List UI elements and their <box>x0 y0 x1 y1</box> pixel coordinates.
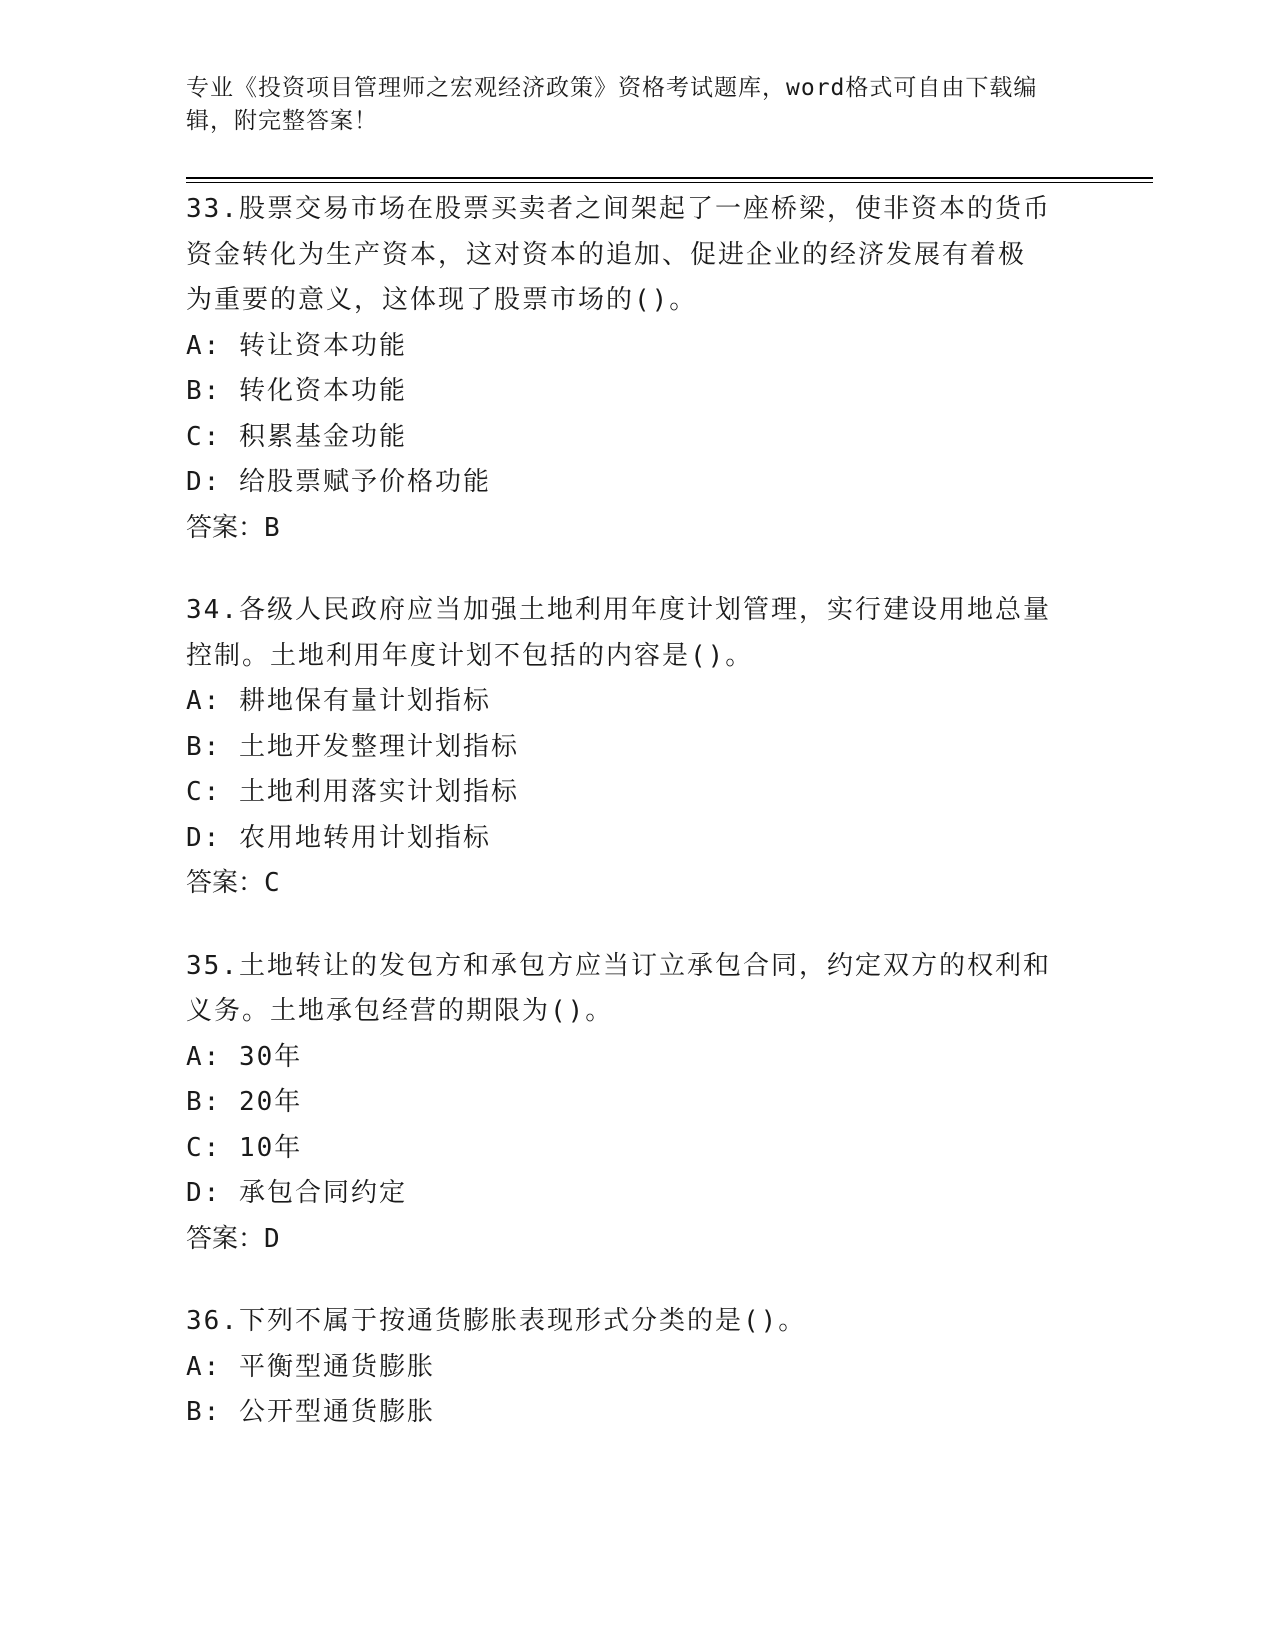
option-d: D: 承包合同约定 <box>186 1178 407 1208</box>
question-36 <box>186 1299 1086 1436</box>
option-a: A: 耕地保有量计划指标 <box>186 686 491 716</box>
question-stem-line: 资金转化为生产资本，这对资本的追加、促进企业的经济发展有着极 <box>186 239 1027 270</box>
option-b: B: 20年 <box>186 1087 303 1117</box>
answer-line <box>186 861 1086 907</box>
option-d: D: 农用地转用计划指标 <box>186 822 491 853</box>
question-list <box>186 187 1086 1473</box>
answer-value: C <box>264 868 280 898</box>
option-b: B: 土地开发整理计划指标 <box>186 731 519 762</box>
option-c: C: 10年 <box>186 1132 303 1163</box>
answer-label: 答案： <box>186 1223 265 1254</box>
question-stem-line: 控制。土地利用年度计划不包括的内容是()。 <box>186 640 754 671</box>
answer-value: B <box>264 512 280 543</box>
option-d: D: 给股票赋予价格功能 <box>186 467 491 497</box>
header-divider-thin <box>186 182 1153 183</box>
option-a: A: 平衡型通货膨胀 <box>186 1351 435 1382</box>
document-header <box>186 72 1066 138</box>
answer-line <box>186 506 1086 552</box>
header-line-2: 辑，附完整答案！ <box>186 108 378 134</box>
option-c: C: 积累基金功能 <box>186 421 407 452</box>
option-b: B: 转化资本功能 <box>186 376 407 406</box>
option-b: B: 公开型通货膨胀 <box>186 1397 435 1427</box>
answer-value: D <box>264 1223 280 1254</box>
question-stem-line: 33.股票交易市场在股票买卖者之间架起了一座桥梁，使非资本的货币 <box>186 194 1051 224</box>
answer-line <box>186 1217 1086 1263</box>
option-c: C: 土地利用落实计划指标 <box>186 777 519 807</box>
question-stem-line: 34.各级人民政府应当加强土地利用年度计划管理，实行建设用地总量 <box>186 595 1051 625</box>
header-divider-thick <box>186 177 1153 179</box>
option-a: A: 30年 <box>186 1041 303 1072</box>
answer-label: 答案： <box>186 868 265 898</box>
question-33 <box>186 187 1086 551</box>
question-34 <box>186 588 1086 907</box>
question-stem-line: 36.下列不属于按通货膨胀表现形式分类的是()。 <box>186 1306 807 1336</box>
question-stem-line: 35.土地转让的发包方和承包方应当订立承包合同，约定双方的权利和 <box>186 950 1051 981</box>
question-stem-line: 为重要的意义，这体现了股票市场的()。 <box>186 285 698 315</box>
question-stem-line: 义务。土地承包经营的期限为()。 <box>186 996 614 1026</box>
header-line-1: 专业《投资项目管理师之宏观经济政策》资格考试题库，word格式可自由下载编 <box>186 75 1038 101</box>
option-a: A: 转让资本功能 <box>186 330 407 361</box>
question-35 <box>186 944 1086 1263</box>
answer-label: 答案： <box>186 512 265 543</box>
